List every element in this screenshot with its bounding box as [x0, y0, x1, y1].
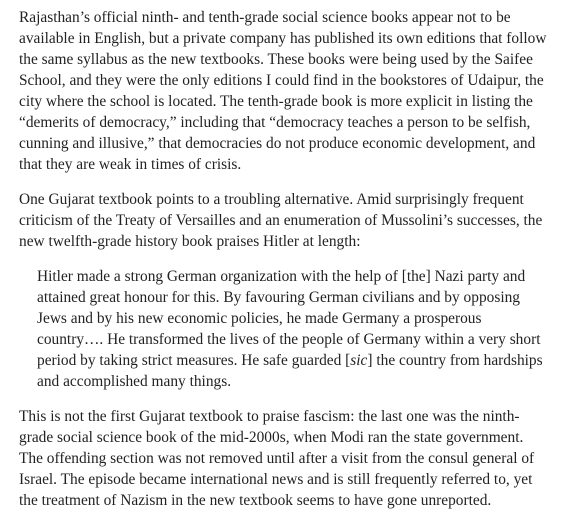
- paragraph-gujarat-alternative: One Gujarat textbook points to a troubling alternative. Amid surprisingly frequent criticism of the Treaty of Versailles and an enumeration of Mussolini’s successes, the new twelfth-grade history book praises Hitler at length:: [19, 191, 543, 250]
- paragraph-fascism-praise: This is not the first Gujarat textbook to praise fascism: the last one was the ninth-grade social science book of the mid-2000s, when Modi ran the state government. The offending section was not removed until after a visit from the consul general of Israel. The episode became international news and is still frequently referred to, yet the treatment of Nazism in the new textbook seems to have gone unreported.: [19, 408, 535, 509]
- paragraph-rajasthan-textbooks: Rajasthan’s official ninth- and tenth-grade social science books appear not to be available in English, but a private company has published its own editions that follow the same syllabus as the new textbooks. These books were being used by the Saifee School, and they were the only editions I could find in the bookstores of Udaipur, the city where the school is located. The tenth-grade book is more explicit in listing the “demerits of democracy,” including that “democracy teaches a person to be selfish, cunning and illusive,” that democracies do not produce economic development, and that they are weak in times of crisis.: [19, 9, 547, 173]
- quote-text-before-sic: Hitler made a strong German organization with the help of [the] Nazi party and attained great honour for this. By favouring German civilians and by opposing Jews and by his new economic policies, he made Germany a prosperous country…. He transformed the lives of the people of Germany within a very short period by taking strict measures. He safe guarded [: [37, 268, 541, 369]
- textbook-quote: [19, 266, 550, 392]
- quote-text-after-sic: ] the country from hardships and accomplished many things.: [37, 352, 543, 390]
- sic-marker: sic: [350, 352, 368, 369]
- quote-text: [37, 266, 550, 392]
